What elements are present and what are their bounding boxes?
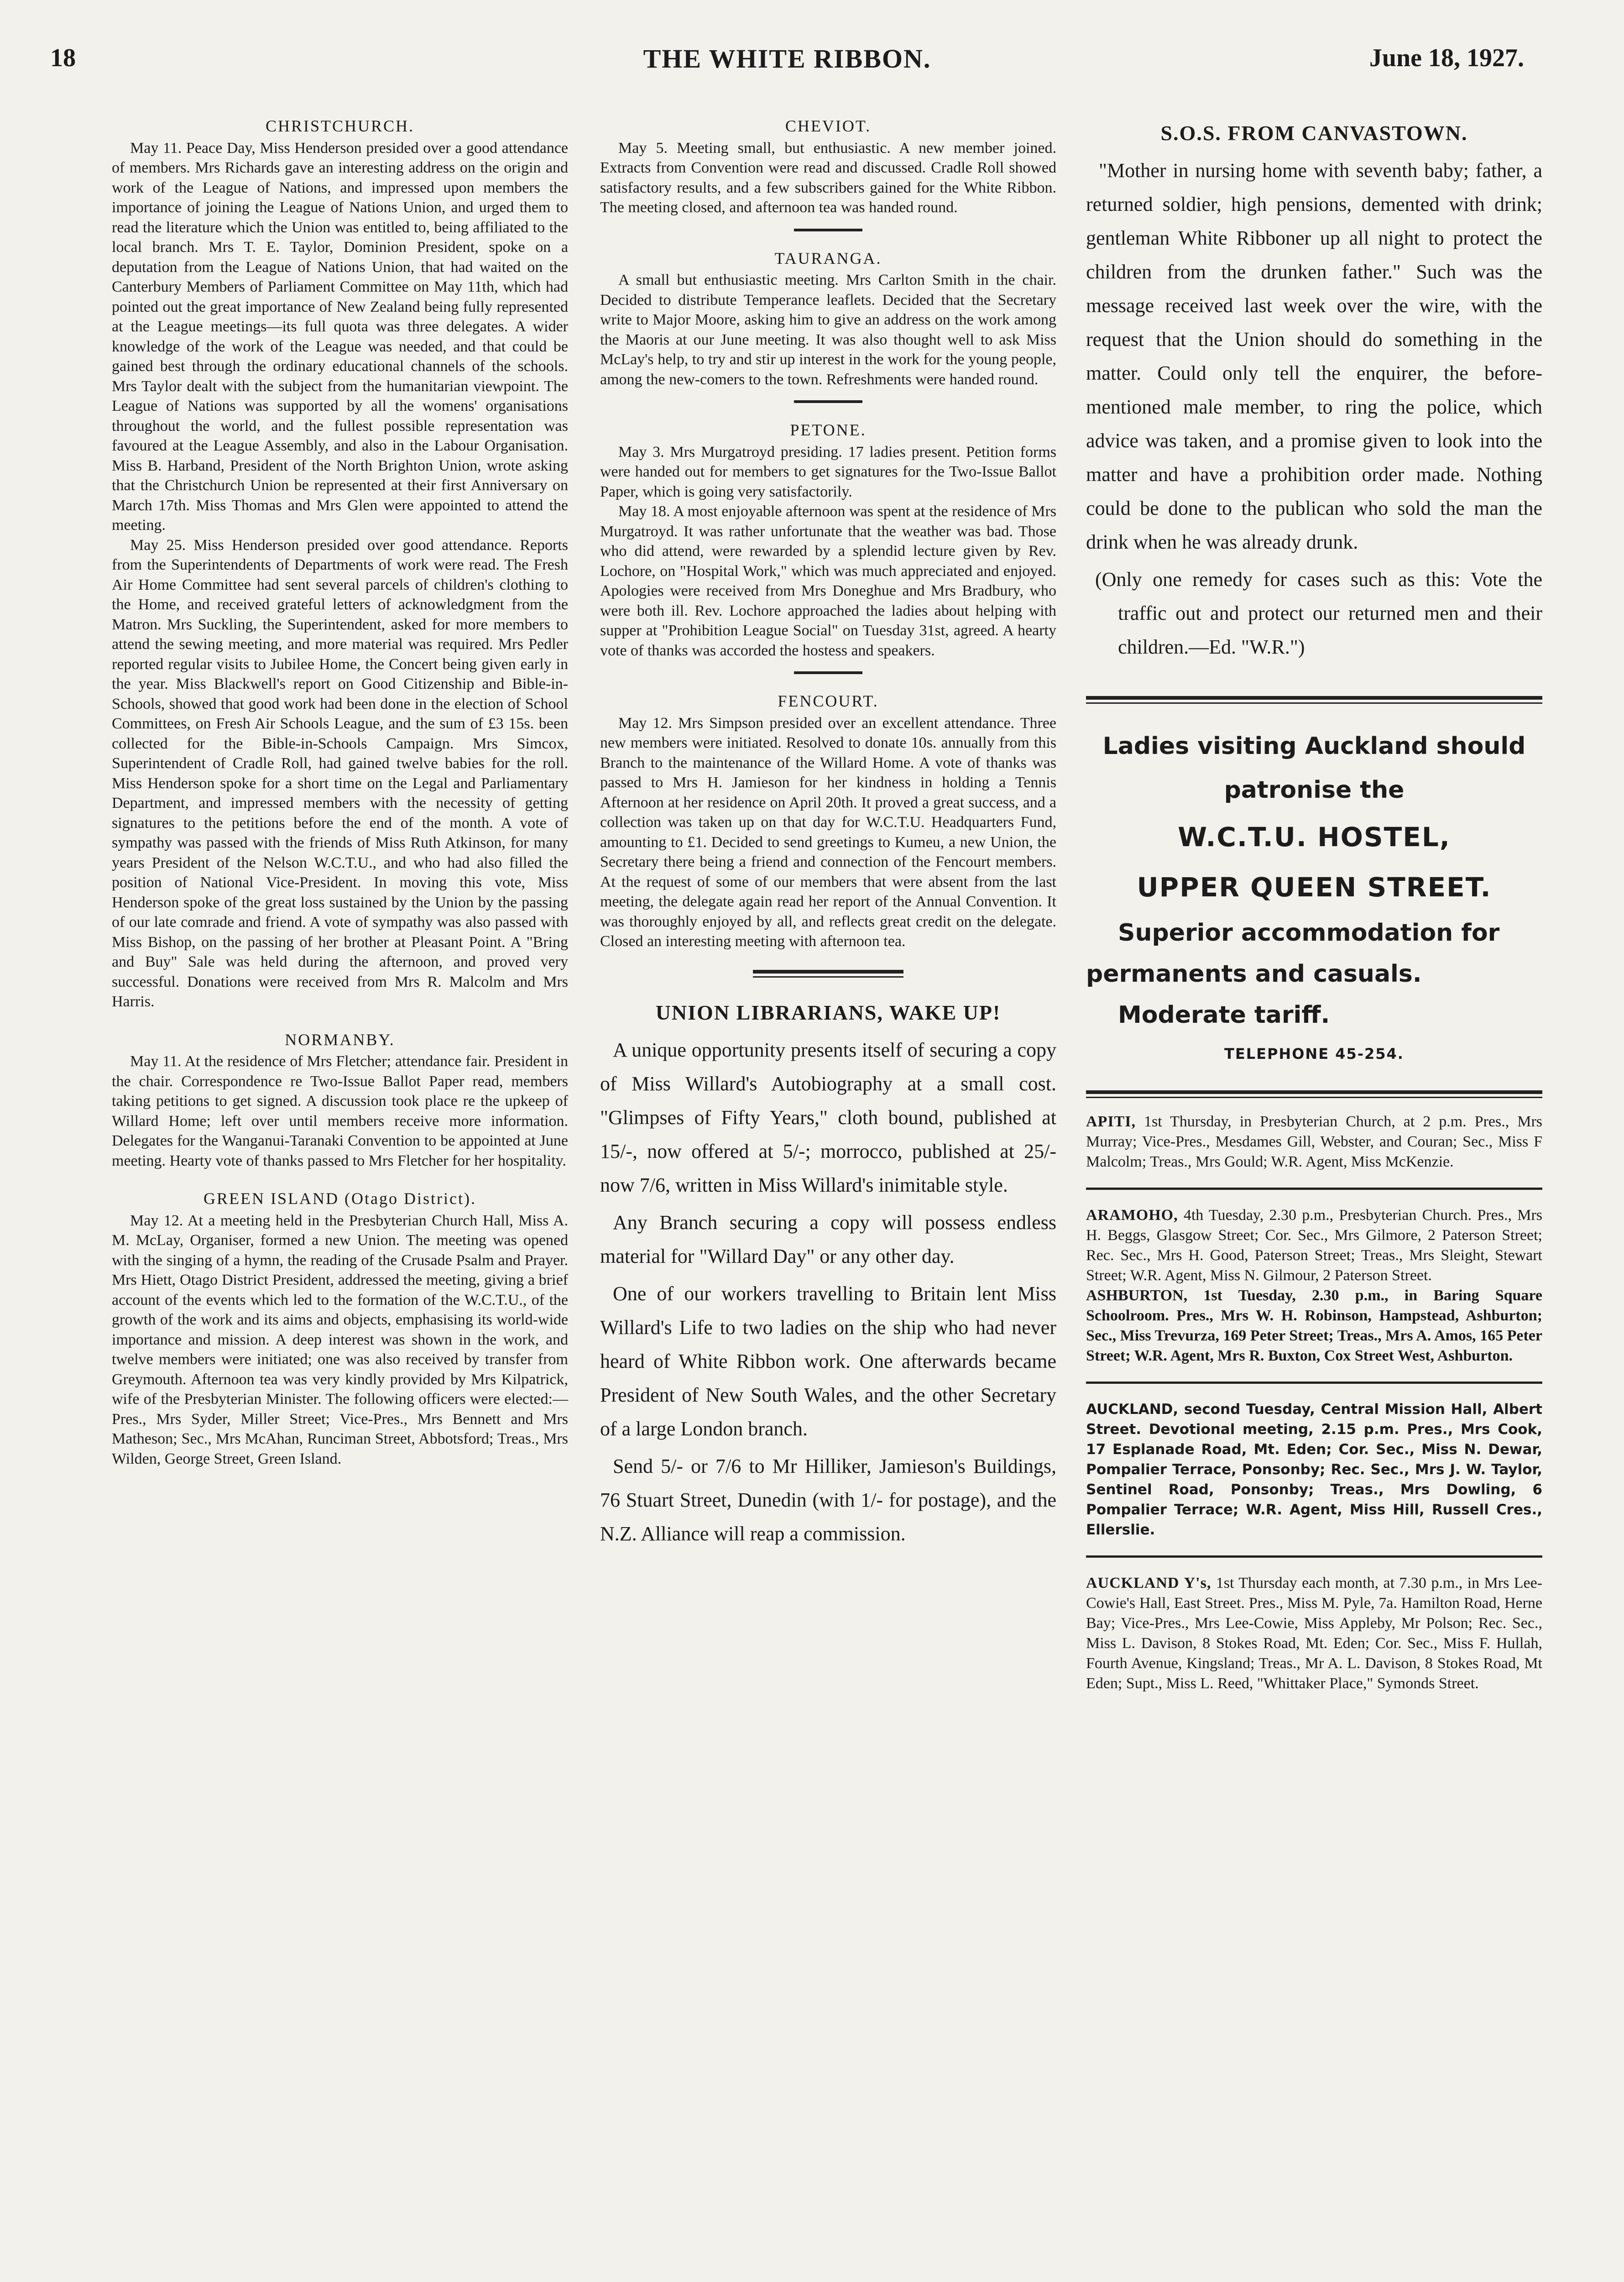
advert-street: UPPER QUEEN STREET. [1137,872,1492,903]
paragraph: May 25. Miss Henderson presided over good attendance. Reports from the Superintendents of Departments of work were read. The Fresh Air Home Committee had sent several parcels of children's clothing to the Home, and received grateful letters of acknowledgment from the Matron. Mrs Suckling, the Superintendent, asked for more members to attend the sewing meeting, and more material was required. Mrs Pedler reported regular visits to Jubilee Home, the Concert being given early in the year. Miss Blackwell's report on Good Citizenship and Bible-in-Schools, showed that good work had been done in the election of School Committees, on Fresh Air Schools League, and the sum of £3 15s. been collected for the Bible-in-Schools Campaign. Mrs Simcox, Superintendent of Cradle Roll, had gained twelve babies for the roll. Miss Henderson spoke for a short time on the Legal and Parliamentary Department, and impressed members with the necessity of getting signatures to the petitions before the end of the month. A vote of sympathy was passed with the friends of Miss Ruth Atkinson, for many years President of the Nelson W.C.T.U., and who had also filled the position of National Vice-President. In moving this vote, Miss Henderson spoke of the great loss sustained by the Union by the passing of our late comrade and friend. A vote of sympathy was also passed with Miss Bishop, on the passing of her brother at Pleasant Point. A "Bring and Buy" Sale was held during the afternoon, and proved very successful. Donations were received from Mrs R. Malcolm and Mrs Harris. [112,536,568,1010]
hostel-advertisement [1086,724,1542,1072]
paragraph: A unique opportunity presents itself of securing a copy of Miss Willard's Autobiography at a small cost. "Glimpses of Fifty Years," cloth bound, published at 15/-, now offered at 5/-; morrocco, published at 25/- now 7/6, written in Miss Willard's inimitable style. [600,1038,1056,1196]
issue-date: June 18, 1927. [1369,44,1524,72]
branch-name: AUCKLAND Y's, [1086,1575,1211,1591]
section-heading: UNION LIBRARIANS, WAKE UP! [655,1000,1001,1024]
directory-entry [1086,1112,1542,1172]
normanby-report [112,1030,568,1171]
advert-line: Ladies visiting Auckland should [1102,733,1526,760]
page-header [50,43,1524,84]
directory-entry [1086,1205,1542,1286]
paragraph: May 11. Peace Day, Miss Henderson presided over a good attendance of members. Mrs Richards gave an interesting address on the origin and work of the League of Nations, and impressed upon members the importance of joining the League of Nations Union, and urged them to read the literature which the Union was entitled to, being affiliated to the local branch. Mrs T. E. Taylor, Dominion President, spoke on a deputation from the League of Nations Union, that had waited on the Canterbury Members of Parliament Committee on May 11th, which had pointed out the great importance of New Zealand being fully represented at the League meetings—its full quota was three delegates. A wider knowledge of the work of the League was needed, and that could be gained best through the ordinary educational channels of the schools. Mrs Taylor dealt with the subject from the humanitarian viewpoint. The League of Nations was supported by all the womens' organisations throughout the world, and the fullest possible representation was favoured at the League Assembly, and also in the Labour Organisation. Miss B. Harband, President of the North Brighton Union, wrote asking that the Christchurch Union be represented at their first Anniversary on March 17th. Miss Thomas and Mrs Glen were appointed to attend the meeting. [112,139,568,534]
branch-name: AUCKLAND, [1086,1401,1179,1418]
section-heading: CHRISTCHURCH. [265,117,415,135]
paragraph: Any Branch securing a copy will possess endless material for "Willard Day" or any other day. [600,1211,1056,1267]
newspaper-title: THE WHITE RIBBON. [643,44,931,73]
section-heading: S.O.S. FROM CANVASTOWN. [1160,121,1468,145]
branch-details: 1st Tuesday, 2.30 p.m., in Baring Square Schoolroom. Pres., Mrs W. H. Robinson, Hampstead, Ashburton; Sec., Miss Trevurza, 169 Peter Street; Treas., Mrs A. Amos, 165 Peter Street; W.R. Agent, Mrs R. Buxton, Cox Street West, Ashburton. [1086,1287,1542,1364]
paragraph: A small but enthusiastic meeting. Mrs Carlton Smith in the chair. Decided to distribute Temperance leaflets. Decided that the Secretary write to Major Moore, asking him to give an address on the work among the Maoris at our June meeting. It was also thought well to ask Miss McLay's help, to try and stir up interest in the work for the young people, among the new-comers to the town. Refreshments were handed round. [600,272,1056,388]
section-heading: GREEN ISLAND (Otago District). [204,1189,476,1208]
directory-entry [1086,1286,1542,1366]
branch-name: ARAMOHO, [1086,1207,1178,1224]
branch-details: second Tuesday, Central Mission Hall, Albert Street. Devotional meeting, 2.15 p.m. Pres., Mrs Cook, 17 Esplanade Road, Mt. Eden; Cor. Sec., Miss N. Dewar, Pompalier Terrace, Ponsonby; Rec. Sec., Mrs J. W. Taylor, Sentinel Road, Ponsonby; Treas., Mrs Dowling, 6 Pompalier Terrace; W.R. Agent, Miss Hill, Russell Cres., Ellerslie. [1086,1401,1543,1538]
double-rule-divider [753,970,903,978]
librarians-notice [568,996,1056,1551]
section-divider [794,400,862,403]
editor-note: (Only one remedy for cases such as this: Vote the traffic out and protect our returned men and their children.—Ed. "W.R.") [1095,568,1542,658]
section-heading: NORMANBY. [285,1030,395,1049]
tauranga-report [600,249,1056,390]
advert-line: Superior accommodation for [1118,919,1500,947]
column-left [112,116,568,1487]
directory-divider [1086,1382,1542,1384]
directory-divider [1086,1555,1542,1558]
paragraph: May 18. A most enjoyable afternoon was spent at the residence of Mrs Murgatroyd. It was rather unfortunate that the weather was bad. Those who did attend, were rewarded by a splendid lecture given by Rev. Lochore, on "Hospital Work," which was much appreciated and enjoyed. Apologies were received from Mrs Doneghue and Mrs Bradbury, who were both ill. Rev. Lochore approached the ladies about helping with supper at "Prohibition League Social" on Tuesday 31st, agreed. A hearty vote of thanks was accorded the hostess and speakers. [600,503,1056,659]
middle-reports [568,116,1056,978]
column-right [1086,116,1542,1694]
branch-details: 1st Thursday, in Presbyterian Church, at 2 p.m. Pres., Mrs Murray; Vice-Pres., Mesdames Gill, Webster, and Couran; Sec., Miss F Malcolm; Treas., Mrs Gould; W.R. Agent, Miss McKenzie. [1086,1113,1543,1170]
paragraph: May 12. Mrs Simpson presided over an excellent attendance. Three new members were initiated. Resolved to donate 10s. annually from this Branch to the maintenance of the Willard Home. A vote of thanks was passed to Mrs H. Jamieson for her kindness in holding a Tennis Afternoon at her residence on April 20th. It proved a great success, and a collection was taken up on that day for W.C.T.U. Headquarters Fund, amounting to £1. Decided to send greetings to Kumeu, a new Union, the Secretary there being a friend and connection of the Fencourt members. At the request of some of our members that were absent from the last meeting, the delegate again read her report of the Annual Convention. It was thoroughly enjoyed by all, and reflects great credit on the delegate. Closed an interesting meeting with afternoon tea. [600,714,1056,950]
paragraph: One of our workers travelling to Britain lent Miss Willard's Life to two ladies on the ship who had never heard of White Ribbon work. One afterwards became President of New South Wales, and the other Secretary of a large London branch. [600,1282,1056,1440]
directory-entry [1086,1399,1542,1540]
advert-line: Moderate tariff. [1118,1001,1330,1029]
cheviot-report [600,116,1056,218]
section-heading: CHEVIOT. [785,117,872,135]
directory-divider [1086,1188,1542,1190]
paragraph: Send 5/- or 7/6 to Mr Hilliker, Jamieson's Buildings, 76 Stuart Street, Dunedin (with 1/- for postage), and the N.Z. Alliance will reap a commission. [600,1455,1056,1545]
double-rule-divider [1086,1090,1542,1098]
branch-directory [1086,1112,1542,1694]
advert-telephone: TELEPHONE 45-254. [1224,1045,1404,1062]
branch-name: APITI, [1086,1113,1136,1130]
paragraph: "Mother in nursing home with seventh baby; father, a returned soldier, high pensions, demented with drink; gentleman White Ribboner up all night to protect the children from the drunken father." Such was the message received last week over the wire, with the request that the Union should do something in the matter. Could only tell the enquirer, the before-mentioned male member, to ring the police, which advice was taken, and a promise given to look into the matter and have a prohibition order made. Nothing could be done to the publican who sold the man the drink when he was already drunk. [1086,159,1542,553]
advert-line: permanents and casuals. [1086,960,1422,988]
section-heading: FENCOURT. [778,692,879,710]
christchurch-report [112,116,568,1012]
sos-canvastown [1086,116,1542,664]
paragraph: May 5. Meeting small, but enthusiastic. A new member joined. Extracts from Convention were read and discussed. Cradle Roll showed satisfactory results, and a few subscribers gained for the White Ribbon. The meeting closed, and afternoon tea was handed round. [600,139,1056,216]
page-number: 18 [50,44,76,72]
branch-details: 4th Tuesday, 2.30 p.m., Presbyterian Church. Pres., Mrs H. Beggs, Glasgow Street; Cor. Sec., Mrs Gilmore, 2 Paterson Street; Rec. Sec., Mrs H. Good, Paterson Street; Treas., Mrs Sleight, Stewart Street; W.R. Agent, Miss N. Gilmour, 2 Paterson Street. [1086,1207,1543,1284]
fencourt-report [600,691,1056,952]
directory-entry [1086,1573,1542,1694]
double-rule-divider [1086,696,1542,704]
advert-hostel-name: W.C.T.U. HOSTEL, [1178,822,1451,853]
branch-details: 1st Thursday each month, at 7.30 p.m., in Mrs Lee-Cowie's Hall, East Street. Pres., Miss M. Pyle, 7a. Hamilton Road, Herne Bay; Vice-Pres., Mrs Lee-Cowie, Miss Appleby, Mr Polson; Rec. Sec., Miss L. Davison, 8 Stokes Road, Mt. Eden; Cor. Sec., Miss F. Hullah, Fourth Avenue, Kingsland; Treas., Mr A. L. Davison, 8 Stokes Road, Mt Eden; Supt., Miss L. Reed, "Whittaker Place," Symonds Street. [1086,1575,1542,1692]
paragraph: May 12. At a meeting held in the Presbyterian Church Hall, Miss A. M. McLay, Organiser, formed a new Union. The meeting was opened with the singing of a hymn, the reading of the Crusade Psalm and Prayer. Mrs Hiett, Otago District President, addressed the meeting, giving a brief account of the events which led to the formation of the W.C.T.U., of the growth of the work and its aims and objects, emphasising its world-wide importance and mission. A deep interest was shown in the work, and twelve members were initiated; one was also received by transfer from Greymouth. Afternoon tea was very kindly provided by Mrs Kilpatrick, wife of the Presbyterian Minister. The following officers were elected:—Pres., Mrs Syder, Miller Street; Vice-Pres., Mrs Bennett and Mrs Matheson; Sec., Mrs McAhan, Runciman Street, Abbotsford; Treas., Mrs Wilden, George Street, Green Island. [112,1212,568,1467]
section-divider [794,671,862,674]
section-divider [794,229,862,231]
column-middle [568,116,1056,1554]
paragraph: May 3. Mrs Murgatroyd presiding. 17 ladies present. Petition forms were handed out for members to get signatures for the Two-Issue Ballot Paper, which is going very satisfactorily. [600,443,1056,500]
advert-line: patronise the [1224,776,1405,804]
branch-name: ASHBURTON, [1086,1287,1188,1304]
section-heading: TAURANGA. [774,249,882,267]
petone-report [600,420,1056,660]
section-heading: PETONE. [790,421,867,439]
paragraph: May 11. At the residence of Mrs Fletcher; attendance fair. President in the chair. Correspondence re Two-Issue Ballot Paper read, members taking petitions to get signed. A discussion took place re the upkeep of Willard Home; left over until members receive more information. Delegates for the Wanganui-Taranaki Convention to be appointed at June meeting. Hearty vote of thanks passed to Mrs Fletcher for her hospitality. [112,1053,568,1169]
green-island-report [112,1189,568,1469]
